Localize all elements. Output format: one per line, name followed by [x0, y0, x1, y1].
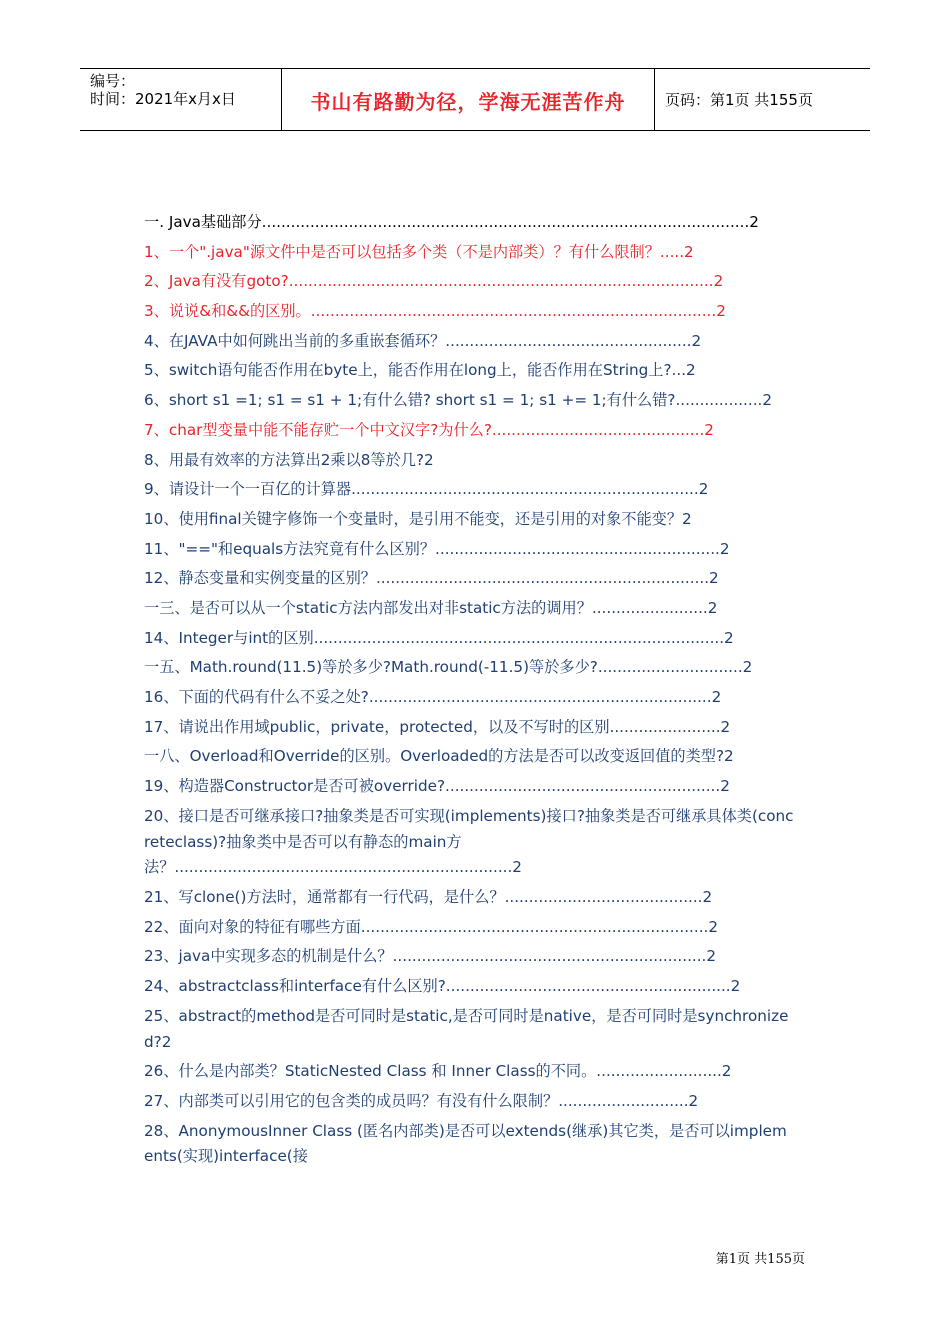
toc-entry[interactable]: 28、AnonymousInner Class (匿名内部类)是否可以extends(继承)其它类，是否可以implements(实现)interface(接	[144, 1121, 787, 1166]
toc-entry[interactable]: 22、面向对象的特征有哪些方面........................................................................2	[144, 917, 719, 936]
document-code-label: 编号：	[90, 72, 136, 90]
footer-page-number: 第1页 共155页	[715, 1252, 805, 1267]
toc-entry[interactable]: 26、什么是内部类？StaticNested Class 和 Inner Class的不同。..........................2	[144, 1062, 732, 1081]
toc-entry[interactable]: 11、"=="和equals方法究竟有什么区别？...........................................................2	[144, 539, 730, 558]
toc-entry[interactable]: 一八、Overload和Override的区别。Overloaded的方法是否可以改变返回值的类型?2	[144, 747, 734, 766]
toc-entry[interactable]: 一三、是否可以从一个static方法内部发出对非static方法的调用？........................2	[144, 598, 718, 617]
document-time-label: 时间：2021年x月x日	[90, 90, 236, 108]
toc-entry[interactable]: 6、short s1 =1; s1 = s1 + 1;有什么错? short s1 = 1; s1 += 1;有什么错?..................2	[144, 391, 773, 410]
toc-entry[interactable]: 5、switch语句能否作用在byte上，能否作用在long上，能否作用在String上?...2	[144, 361, 696, 380]
toc-entry[interactable]: 9、请设计一个一百亿的计算器........................................................................2	[144, 480, 709, 499]
header-motto-cell	[282, 69, 655, 130]
toc-entry[interactable]: 一. Java基础部分.....................................................................................................2	[144, 213, 759, 231]
toc-entry[interactable]: 23、java中实现多态的机制是什么？.................................................................2	[144, 947, 717, 966]
toc-entry[interactable]: 1、一个".java"源文件中是否可以包括多个类（不是内部类）？有什么限制？.....2	[144, 242, 694, 261]
toc-entry[interactable]: 3、说说&和&&的区别。....................................................................................2	[144, 302, 726, 321]
table-of-contents	[144, 210, 794, 1174]
header-motto: 书山有路勤为径，学海无涯苦作舟	[310, 90, 626, 114]
toc-entry[interactable]: 10、使用final关键字修饰一个变量时，是引用不能变，还是引用的对象不能变？2	[144, 509, 692, 528]
toc-entry[interactable]: 25、abstract的method是否可同时是static,是否可同时是native，是否可同时是synchronized?2	[144, 1006, 789, 1051]
toc-entry[interactable]: 24、abstractclass和interface有什么区别?...........................................................2	[144, 977, 741, 996]
header-page-cell	[655, 69, 870, 130]
page-header	[80, 68, 870, 131]
toc-entry[interactable]: 14、Integer与int的区别.....................................................................................2	[144, 628, 734, 647]
toc-entry[interactable]: 19、构造器Constructor是否可被override?.........................................................2	[144, 777, 730, 796]
header-page-number: 页码：第1页 共155页	[665, 91, 813, 109]
toc-entry[interactable]: 7、char型变量中能不能存贮一个中文汉字?为什么?............................................2	[144, 420, 714, 439]
toc-entry[interactable]: 16、下面的代码有什么不妥之处?.......................................................................2	[144, 688, 722, 706]
toc-entry[interactable]: 12、静态变量和实例变量的区别？.....................................................................2	[144, 569, 719, 588]
toc-entry[interactable]: 17、请说出作用域public，private，protected，以及不写时的区别.......................2	[144, 717, 731, 736]
header-meta-cell	[80, 69, 282, 130]
toc-entry[interactable]: 4、在JAVA中如何跳出当前的多重嵌套循环？...................................................2	[144, 331, 702, 350]
toc-entry[interactable]: 20、接口是否可继承接口?抽象类是否可实现(implements)接口?抽象类是否可继承具体类(concreteclass)?抽象类中是否可以有静态的main方法？......................................................................2	[144, 806, 794, 877]
toc-entry[interactable]: 21、写clone()方法时，通常都有一行代码，是什么？.........................................2	[144, 888, 713, 907]
toc-entry[interactable]: 27、内部类可以引用它的包含类的成员吗？有没有什么限制？...........................2	[144, 1091, 699, 1110]
toc-entry[interactable]: 2、Java有没有goto?........................................................................................2	[144, 272, 724, 291]
toc-entry[interactable]: 一五、Math.round(11.5)等於多少?Math.round(-11.5)等於多少?..............................2	[144, 658, 753, 677]
toc-entry[interactable]: 8、用最有效率的方法算出2乘以8等於几?2	[144, 450, 434, 469]
